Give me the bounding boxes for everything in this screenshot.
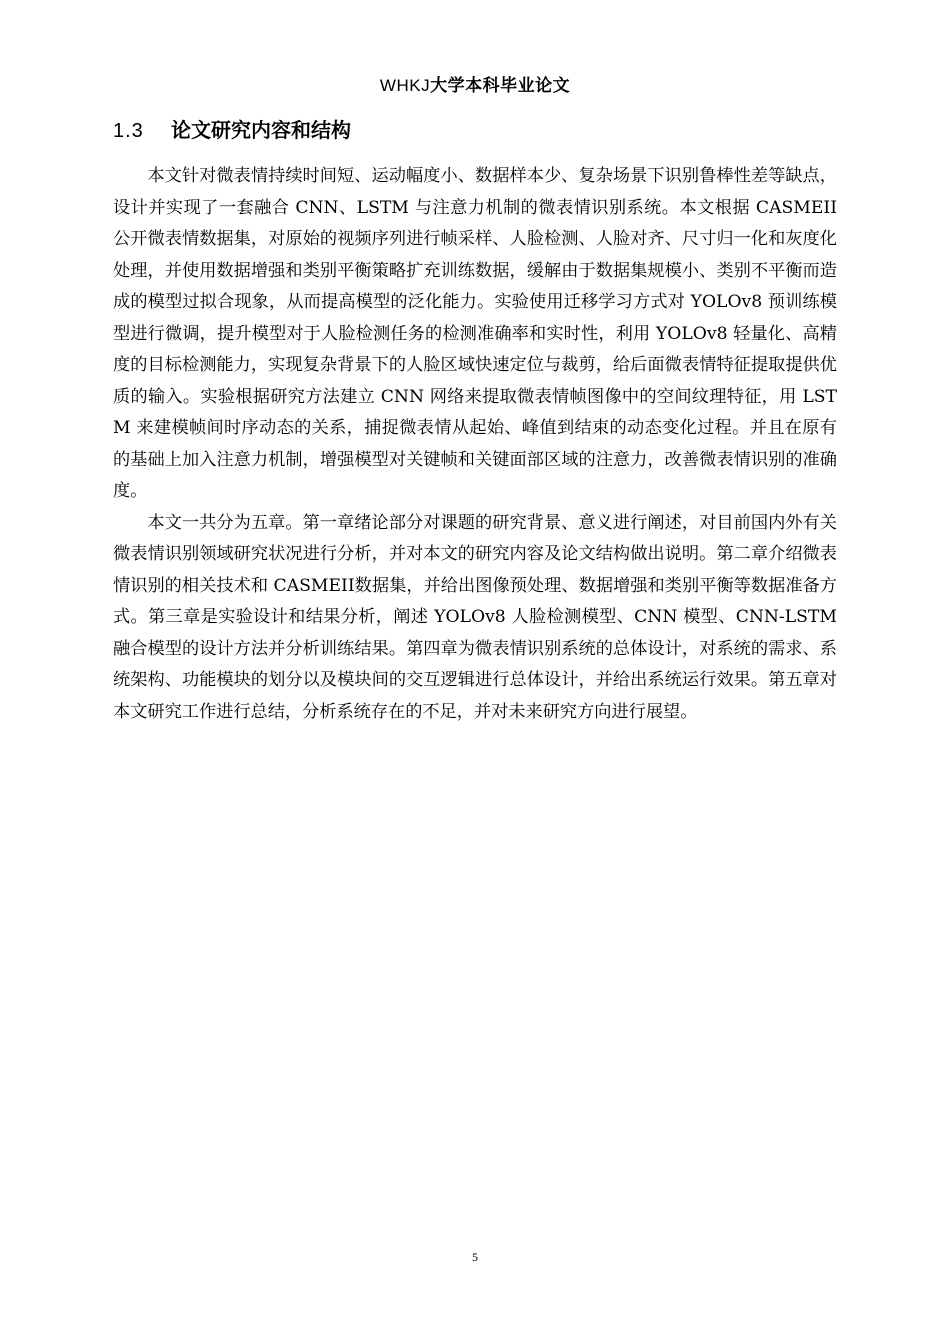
- page-header: [0, 74, 950, 98]
- section-number: 1.3: [113, 120, 144, 142]
- section-heading: [113, 116, 351, 145]
- body-text: [113, 161, 837, 728]
- paragraph-thesis-structure: 本文一共分为五章。第一章绪论部分对课题的研究背景、意义进行阐述，对目前国内外有关微表情识别领域研究状况进行分析，并对本文的研究内容及论文结构做出说明。第二章介绍微表情识别的相关技术和 CASMEII数据集，并给出图像预处理、数据增强和类别平衡等数据准备方式。第三章是实验设计和结果分析，阐述 YOLOv8 人脸检测模型、CNN 模型、CNN-LSTM 融合模型的设计方法并分析训练结果。第四章为微表情识别系统的总体设计，对系统的需求、系统架构、功能模块的划分以及模块间的交互逻辑进行总体设计，并给出系统运行效果。第五章对本文研究工作进行总结，分析系统存在的不足，并对未来研究方向进行展望。: [113, 512, 837, 722]
- header-title: 大学本科毕业论文: [430, 76, 571, 96]
- section-title: 论文研究内容和结构: [171, 118, 351, 142]
- paragraph-research-content: 本文针对微表情持续时间短、运动幅度小、数据样本少、复杂场景下识别鲁棒性差等缺点，设计并实现了一套融合 CNN、LSTM 与注意力机制的微表情识别系统。本文根据 CASMEII公开微表情数据集，对原始的视频序列进行帧采样、人脸检测、人脸对齐、尺寸归一化和灰度化处理，并使用数据增强和类别平衡策略扩充训练数据，缓解由于数据集规模小、类别不平衡而造成的模型过拟合现象，从而提高模型的泛化能力。实验使用迁移学习方式对 YOLOv8 预训练模型进行微调，提升模型对于人脸检测任务的检测准确率和实时性，利用 YOLOv8 轻量化、高精度的目标检测能力，实现复杂背景下的人脸区域快速定位与裁剪，给后面微表情特征提取提供优质的输入。实验根据研究方法建立 CNN 网络来提取微表情帧图像中的空间纹理特征，用 LSTM 来建模帧间时序动态的关系，捕捉微表情从起始、峰值到结束的动态变化过程。并且在原有的基础上加入注意力机制，增强模型对关键帧和关键面部区域的注意力，改善微表情识别的准确度。: [113, 166, 837, 501]
- page-number: 5: [472, 1250, 478, 1264]
- header-institution-code: WHKJ: [379, 76, 431, 95]
